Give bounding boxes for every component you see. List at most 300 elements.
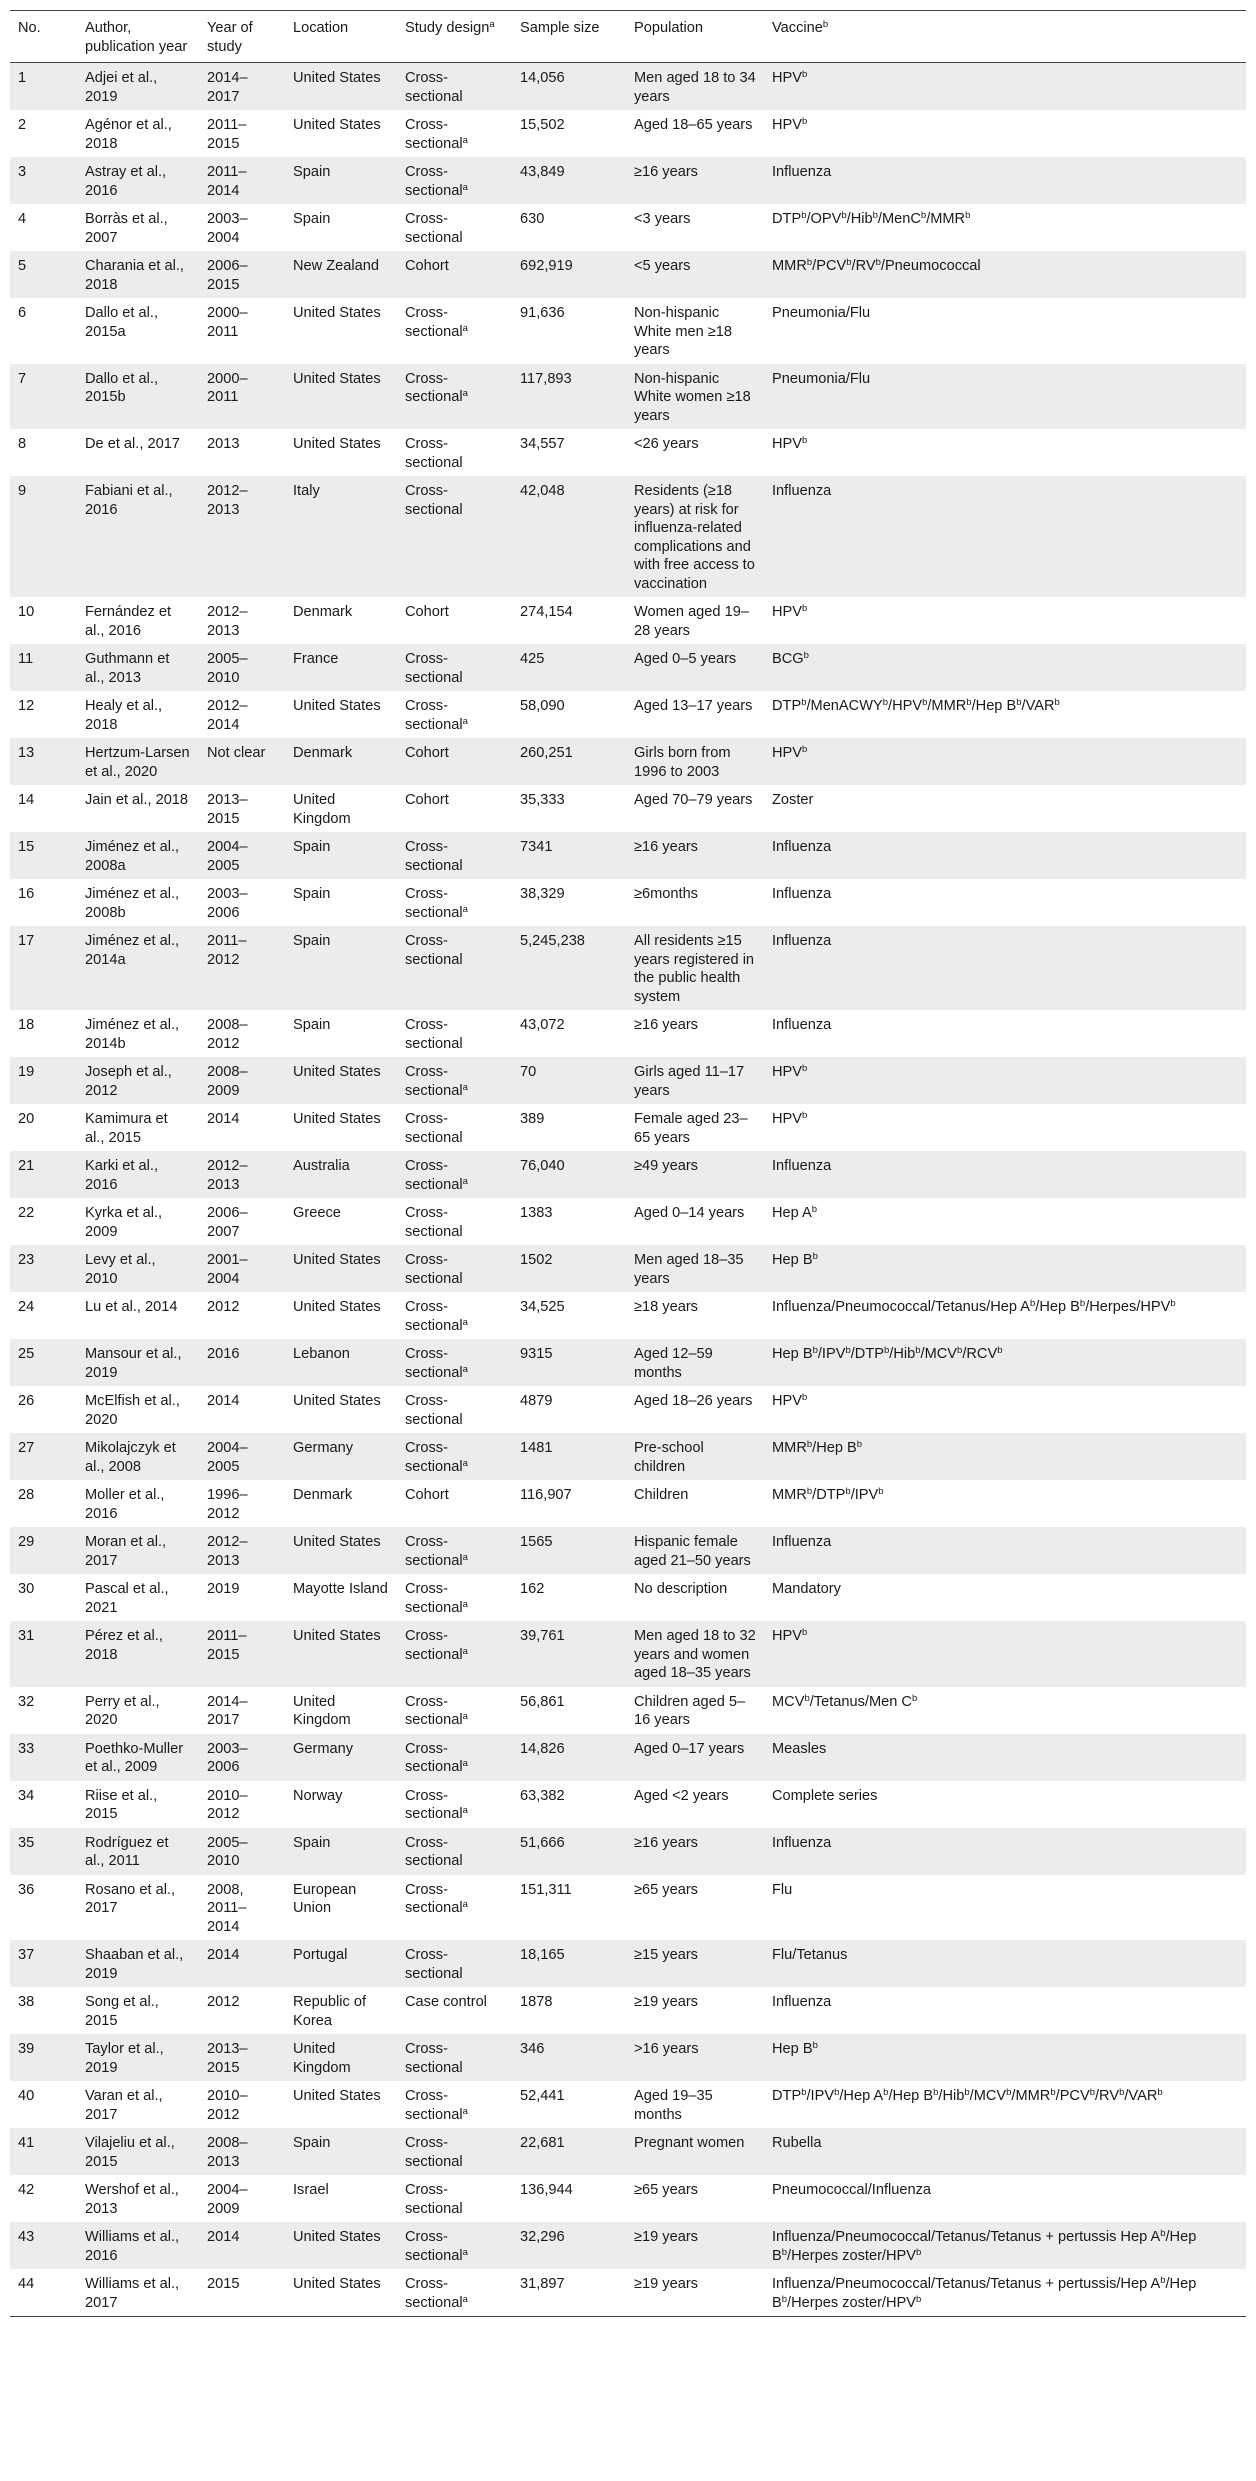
- cell-author: Dallo et al., 2015a: [85, 305, 159, 340]
- cell-design: [397, 2269, 512, 2317]
- vaccine-footnote: b: [834, 2087, 840, 2098]
- vaccine-text: DTP: [772, 2088, 802, 2104]
- cell-no: 1: [18, 70, 27, 86]
- design-footnote: a: [462, 1363, 468, 1375]
- cell-population: ≥6months: [634, 886, 698, 902]
- cell-no: 13: [18, 745, 35, 761]
- vaccine-footnote: b: [916, 2246, 922, 2258]
- table-row: [10, 1781, 1246, 1828]
- cell-year: 2012–2013: [207, 1534, 248, 1569]
- cell-no: 27: [18, 1440, 35, 1456]
- vaccine-text: /VAR: [1021, 698, 1055, 714]
- vaccine-text: /Hib: [846, 211, 873, 227]
- table-row: [10, 251, 1246, 298]
- design-text: Cross-sectional: [405, 1693, 463, 1728]
- cell-vaccine: [764, 157, 1246, 204]
- vaccine-text: HPV: [772, 1111, 803, 1127]
- design-text: Case control: [405, 1994, 487, 2010]
- cell-population: Pregnant women: [634, 2135, 745, 2151]
- cell-population: <5 years: [634, 258, 691, 274]
- cell-design: [397, 1527, 512, 1574]
- design-text: Cohort: [405, 745, 449, 761]
- vaccine-text: /DTP: [812, 1487, 846, 1503]
- cell-population: Non-hispanic White women ≥18 years: [634, 370, 751, 424]
- design-text: Cross-sectional: [405, 2276, 463, 2311]
- cell-year: 2012: [207, 1994, 240, 2010]
- cell-vaccine: [764, 1621, 1246, 1687]
- table-row: [10, 1940, 1246, 1987]
- cell-sample: 31,897: [520, 2276, 565, 2292]
- vaccine-text: /Herpes zoster/HPV: [787, 2247, 916, 2264]
- cell-vaccine: [764, 1151, 1246, 1198]
- cell-population: Aged 0–17 years: [634, 1740, 745, 1757]
- cell-design: [397, 298, 512, 364]
- cell-no: 40: [18, 2088, 35, 2104]
- cell-vaccine: [764, 364, 1246, 430]
- table-row: [10, 2269, 1246, 2317]
- cell-design: [397, 1198, 512, 1245]
- cell-location: United States: [293, 117, 381, 133]
- table-row: [10, 691, 1246, 738]
- cell-location: Greece: [293, 1205, 341, 1221]
- design-text: Cross-sectional: [405, 1947, 463, 1982]
- vaccine-footnote: b: [812, 1251, 818, 1262]
- cell-design: [397, 1386, 512, 1433]
- cell-no: 25: [18, 1346, 35, 1362]
- header-design: [397, 11, 512, 63]
- cell-vaccine: [764, 597, 1246, 644]
- header-sample: Sample size: [520, 20, 600, 36]
- design-text: Cross-sectional: [405, 1158, 463, 1193]
- design-footnote: a: [462, 1711, 468, 1722]
- vaccine-footnote: b: [802, 1627, 808, 1638]
- table-row: [10, 1245, 1246, 1292]
- vaccine-footnote: b: [1029, 1298, 1036, 1309]
- cell-design: [397, 1339, 512, 1386]
- cell-design: [397, 1245, 512, 1292]
- cell-sample: 151,311: [520, 1881, 572, 1898]
- cell-vaccine: [764, 1292, 1246, 1339]
- vaccine-text: Complete series: [772, 1787, 878, 1804]
- cell-sample: 22,681: [520, 2135, 565, 2151]
- cell-vaccine: [764, 1386, 1246, 1433]
- design-footnote: a: [462, 1081, 468, 1093]
- cell-year: 2012–2014: [207, 698, 248, 733]
- cell-design: [397, 644, 512, 691]
- cell-design: [397, 1151, 512, 1198]
- design-text: Cross-sectional: [405, 1534, 463, 1569]
- cell-no: 4: [18, 211, 27, 227]
- cell-population: <26 years: [634, 436, 699, 452]
- cell-no: 17: [18, 933, 35, 949]
- cell-author: Kyrka et al., 2009: [85, 1205, 163, 1240]
- cell-location: Israel: [293, 2182, 329, 2198]
- cell-author: Poethko-Muller et al., 2009: [85, 1740, 184, 1775]
- vaccine-text: MMR: [772, 258, 807, 274]
- cell-location: United States: [293, 1111, 381, 1127]
- cell-year: 2013–2015: [207, 2041, 248, 2076]
- table-row: [10, 1828, 1246, 1875]
- table-row: [10, 785, 1246, 832]
- cell-population: Children: [634, 1487, 689, 1503]
- cell-location: Spain: [293, 933, 331, 949]
- vaccine-text: Influenza: [772, 1994, 832, 2010]
- design-text: Cross-sectional: [405, 1346, 463, 1381]
- vaccine-footnote: b: [1016, 697, 1022, 708]
- table-row: [10, 926, 1246, 1010]
- cell-sample: 43,072: [520, 1017, 565, 1033]
- vaccine-text: Pneumococcal/Influenza: [772, 2182, 932, 2198]
- vaccine-text: Zoster: [772, 792, 814, 808]
- table-row: [10, 1010, 1246, 1057]
- cell-population: ≥65 years: [634, 2182, 698, 2198]
- cell-location: Australia: [293, 1158, 350, 1174]
- vaccine-footnote: b: [957, 1345, 963, 1356]
- cell-author: Moran et al., 2017: [85, 1534, 167, 1569]
- cell-population: Aged 0–14 years: [634, 1205, 745, 1221]
- cell-vaccine: [764, 2034, 1246, 2081]
- vaccine-footnote: b: [802, 1392, 808, 1403]
- vaccine-footnote: b: [1050, 2087, 1056, 2098]
- cell-year: 2013: [207, 436, 240, 452]
- cell-year: 2012: [207, 1299, 240, 1315]
- vaccine-footnote: b: [811, 1204, 818, 1215]
- cell-location: United States: [293, 1628, 381, 1644]
- cell-sample: 136,944: [520, 2182, 573, 2198]
- vaccine-footnote: b: [845, 1345, 851, 1356]
- cell-vaccine: [764, 2128, 1246, 2175]
- cell-sample: 425: [520, 651, 545, 667]
- cell-sample: 32,296: [520, 2229, 565, 2245]
- vaccine-text: Influenza: [772, 164, 832, 180]
- cell-vaccine: [764, 644, 1246, 691]
- vaccine-footnote: b: [966, 697, 972, 708]
- vaccine-text: HPV: [772, 1064, 803, 1080]
- cell-design: [397, 1433, 512, 1480]
- table-row: [10, 157, 1246, 204]
- design-text: Cross-sectional: [405, 70, 463, 105]
- vaccine-text: HPV: [772, 745, 803, 761]
- vaccine-text: Influenza: [772, 1158, 832, 1174]
- vaccine-text: Influenza: [772, 1834, 832, 1851]
- design-text: Cohort: [405, 1487, 449, 1503]
- design-text: Cross-sectional: [405, 2182, 463, 2217]
- design-footnote: a: [462, 322, 468, 334]
- cell-location: Lebanon: [293, 1346, 350, 1362]
- vaccine-text: MCV: [772, 1693, 805, 1710]
- vaccine-text: Hep B: [772, 1252, 813, 1268]
- vaccine-footnote: b: [883, 2087, 889, 2098]
- vaccine-text: Flu: [772, 1881, 793, 1898]
- cell-vaccine: [764, 298, 1246, 364]
- cell-author: Taylor et al., 2019: [85, 2041, 164, 2076]
- cell-population: Aged 12–59 months: [634, 1346, 713, 1381]
- cell-author: Shaaban et al., 2019: [85, 1947, 184, 1982]
- cell-sample: 1502: [520, 1252, 553, 1268]
- design-text: Cohort: [405, 792, 449, 808]
- vaccine-footnote: b: [878, 1486, 884, 1497]
- cell-vaccine: [764, 2081, 1246, 2128]
- vaccine-footnote: b: [802, 744, 808, 755]
- vaccine-text: Influenza: [772, 839, 832, 855]
- cell-author: Borràs et al., 2007: [85, 211, 168, 246]
- cell-year: 2008–2009: [207, 1064, 248, 1099]
- cell-design: [397, 2175, 512, 2222]
- cell-sample: 70: [520, 1064, 537, 1080]
- vaccine-text: Pneumonia/Flu: [772, 305, 871, 321]
- table-header: [10, 11, 1246, 63]
- cell-location: United States: [293, 2229, 381, 2245]
- cell-population: Hispanic female aged 21–50 years: [634, 1534, 751, 1569]
- cell-vaccine: [764, 926, 1246, 1010]
- vaccine-footnote: b: [845, 1486, 851, 1497]
- vaccine-footnote: b: [933, 2087, 939, 2098]
- cell-location: United States: [293, 1252, 381, 1268]
- cell-population: Men aged 18 to 34 years: [634, 70, 756, 105]
- cell-location: Portugal: [293, 1947, 348, 1963]
- vaccine-footnote: b: [882, 697, 889, 708]
- cell-location: United States: [293, 1064, 381, 1080]
- vaccine-footnote: b: [856, 1439, 863, 1450]
- design-text: Cross-sectional: [405, 1740, 463, 1775]
- table-row: [10, 1104, 1246, 1151]
- vaccine-footnote: b: [801, 2087, 807, 2098]
- cell-sample: 34,525: [520, 1299, 565, 1315]
- cell-year: 2014: [207, 1111, 240, 1127]
- cell-location: United States: [293, 1534, 381, 1550]
- vaccine-text: HPV: [772, 436, 803, 452]
- cell-sample: 1383: [520, 1205, 553, 1221]
- cell-sample: 1878: [520, 1994, 553, 2010]
- cell-year: 2004–2005: [207, 839, 248, 874]
- table-row: [10, 1433, 1246, 1480]
- vaccine-text: Hep B: [772, 2041, 813, 2057]
- studies-table: [10, 10, 1246, 2317]
- cell-no: 21: [18, 1158, 35, 1174]
- cell-location: Spain: [293, 2135, 331, 2151]
- cell-location: Spain: [293, 1017, 331, 1033]
- cell-author: Mansour et al., 2019: [85, 1346, 182, 1381]
- cell-sample: 117,893: [520, 370, 572, 387]
- vaccine-footnote: b: [1160, 2228, 1166, 2239]
- table-row: [10, 204, 1246, 251]
- cell-population: ≥19 years: [634, 2276, 698, 2292]
- cell-author: Guthmann et al., 2013: [85, 651, 170, 686]
- vaccine-footnote: b: [915, 1345, 921, 1356]
- vaccine-text: /Tetanus/Men C: [809, 1693, 912, 1710]
- cell-no: 33: [18, 1740, 35, 1757]
- vaccine-text: /Herpes zoster/HPV: [787, 2294, 916, 2311]
- cell-author: Healy et al., 2018: [85, 698, 163, 733]
- design-footnote: a: [462, 1551, 468, 1563]
- design-text: Cross-sectional: [405, 1252, 463, 1287]
- cell-no: 32: [18, 1693, 35, 1710]
- cell-population: ≥19 years: [634, 1994, 698, 2010]
- vaccine-text: Influenza/Pneumococcal/Tetanus/Hep A: [772, 1299, 1030, 1315]
- cell-design: [397, 110, 512, 157]
- vaccine-text: Influenza: [772, 1017, 832, 1033]
- design-footnote: a: [462, 388, 468, 399]
- cell-author: Jiménez et al., 2008b: [85, 886, 180, 921]
- cell-location: Republic of Korea: [293, 1994, 367, 2029]
- table-row: [10, 429, 1246, 476]
- vaccine-text: MMR: [772, 1440, 807, 1456]
- cell-year: 2004–2005: [207, 1440, 248, 1475]
- cell-vaccine: [764, 1339, 1246, 1386]
- cell-year: 2008–2012: [207, 1017, 248, 1052]
- cell-vaccine: [764, 1828, 1246, 1875]
- cell-author: Mikolajczyk et al., 2008: [85, 1440, 176, 1475]
- cell-design: [397, 1987, 512, 2034]
- cell-no: 3: [18, 164, 27, 180]
- cell-vaccine: [764, 1527, 1246, 1574]
- cell-sample: 15,502: [520, 117, 565, 133]
- vaccine-footnote: b: [872, 210, 878, 221]
- cell-population: Non-hispanic White men ≥18 years: [634, 305, 733, 358]
- cell-location: Germany: [293, 1440, 354, 1456]
- cell-no: 20: [18, 1111, 35, 1127]
- vaccine-text: /Herpes/HPV: [1085, 1299, 1171, 1315]
- cell-year: 2014–2017: [207, 70, 248, 105]
- cell-population: Aged 19–35 months: [634, 2088, 713, 2123]
- cell-year: 2006–2015: [207, 258, 248, 293]
- cell-sample: 9315: [520, 1346, 553, 1362]
- cell-no: 39: [18, 2041, 35, 2057]
- design-footnote: a: [462, 1316, 468, 1328]
- cell-vaccine: [764, 476, 1246, 597]
- cell-design: [397, 691, 512, 738]
- cell-author: Joseph et al., 2012: [85, 1064, 172, 1099]
- cell-vaccine: [764, 1781, 1246, 1828]
- cell-design: [397, 1621, 512, 1687]
- vaccine-text: /RV: [851, 258, 876, 274]
- table-row: [10, 1734, 1246, 1781]
- design-text: Cross-sectional: [405, 933, 463, 968]
- cell-author: Pascal et al., 2021: [85, 1581, 169, 1616]
- cell-year: 2008, 2011–2014: [207, 1881, 247, 1935]
- design-footnote: a: [462, 1645, 468, 1657]
- cell-sample: 162: [520, 1581, 545, 1597]
- table-row: [10, 738, 1246, 785]
- cell-vaccine: [764, 429, 1246, 476]
- vaccine-footnote: b: [911, 1692, 918, 1704]
- cell-year: 2011–2014: [207, 164, 247, 199]
- vaccine-text: Mandatory: [772, 1581, 841, 1597]
- cell-design: [397, 1010, 512, 1057]
- vaccine-text: Influenza: [772, 483, 832, 499]
- table-row: [10, 1987, 1246, 2034]
- cell-population: No description: [634, 1581, 728, 1597]
- cell-population: Pre-school children: [634, 1440, 704, 1475]
- cell-design: [397, 1292, 512, 1339]
- vaccine-footnote: b: [803, 650, 809, 661]
- vaccine-text: /Hep B: [772, 2276, 1197, 2311]
- design-footnote: a: [462, 2246, 468, 2258]
- cell-no: 19: [18, 1064, 35, 1080]
- cell-design: [397, 785, 512, 832]
- cell-no: 30: [18, 1581, 35, 1597]
- table-row: [10, 63, 1246, 111]
- vaccine-text: Influenza: [772, 933, 832, 949]
- vaccine-footnote: b: [964, 2087, 970, 2098]
- header-design-label: Study design: [405, 20, 490, 36]
- vaccine-text: /Hep B: [888, 2088, 934, 2104]
- cell-design: [397, 926, 512, 1010]
- cell-no: 9: [18, 483, 27, 499]
- cell-sample: 91,636: [520, 305, 565, 321]
- design-text: Cohort: [405, 604, 449, 620]
- cell-year: 2005–2010: [207, 1834, 248, 1869]
- cell-author: Wershof et al., 2013: [85, 2182, 179, 2217]
- design-text: Cross-sectional: [405, 164, 463, 199]
- cell-location: United States: [293, 1299, 381, 1315]
- design-text: Cross-sectional: [405, 651, 463, 686]
- cell-vaccine: [764, 1687, 1246, 1734]
- design-text: Cross-sectional: [405, 1111, 463, 1146]
- design-text: Cross-sectional: [405, 1393, 463, 1428]
- cell-no: 16: [18, 886, 35, 902]
- cell-year: 2016: [207, 1346, 240, 1362]
- cell-vaccine: [764, 879, 1246, 926]
- table-row: [10, 2175, 1246, 2222]
- cell-author: Jiménez et al., 2014a: [85, 933, 180, 968]
- cell-location: Denmark: [293, 604, 353, 620]
- header-row: [10, 11, 1246, 63]
- design-text: Cross-sectional: [405, 1064, 463, 1099]
- vaccine-text: Flu/Tetanus: [772, 1947, 848, 1963]
- design-footnote: a: [462, 1457, 468, 1469]
- vaccine-footnote: b: [1089, 2087, 1095, 2098]
- vaccine-footnote: b: [806, 1486, 813, 1497]
- cell-year: 2010–2012: [207, 1787, 248, 1822]
- cell-location: Italy: [293, 483, 320, 499]
- vaccine-footnote: b: [1157, 2087, 1163, 2098]
- cell-no: 10: [18, 604, 35, 620]
- vaccine-text: /MenACWY: [806, 698, 883, 714]
- table-row: [10, 1057, 1246, 1104]
- cell-year: 2019: [207, 1581, 240, 1597]
- cell-location: France: [293, 651, 339, 667]
- cell-no: 14: [18, 792, 35, 808]
- table-row: [10, 1687, 1246, 1734]
- cell-population: Residents (≥18 years) at risk for influenza-related complications and with free access to vaccination: [634, 483, 755, 592]
- cell-no: 11: [18, 651, 34, 667]
- vaccine-footnote: b: [781, 2293, 788, 2305]
- cell-no: 35: [18, 1834, 35, 1851]
- cell-author: McElfish et al., 2020: [85, 1393, 180, 1428]
- cell-author: Williams et al., 2017: [85, 2276, 180, 2311]
- cell-location: Norway: [293, 1787, 343, 1804]
- design-text: Cross-sectional: [405, 305, 463, 340]
- table-row: [10, 1875, 1246, 1941]
- cell-author: De et al., 2017: [85, 436, 180, 452]
- cell-population: Aged 13–17 years: [634, 698, 753, 714]
- vaccine-footnote: b: [1054, 697, 1060, 708]
- cell-vaccine: [764, 110, 1246, 157]
- cell-location: Mayotte Island: [293, 1581, 388, 1597]
- cell-sample: 38,329: [520, 886, 565, 902]
- cell-year: 2015: [207, 2276, 240, 2292]
- cell-sample: 42,048: [520, 483, 565, 499]
- cell-vaccine: [764, 691, 1246, 738]
- cell-author: Rosano et al., 2017: [85, 1881, 176, 1916]
- vaccine-footnote: b: [812, 1345, 818, 1356]
- vaccine-text: Rubella: [772, 2135, 822, 2151]
- vaccine-text: Measles: [772, 1740, 827, 1757]
- table-row: [10, 476, 1246, 597]
- vaccine-footnote: b: [802, 116, 808, 127]
- cell-sample: 63,382: [520, 1787, 565, 1804]
